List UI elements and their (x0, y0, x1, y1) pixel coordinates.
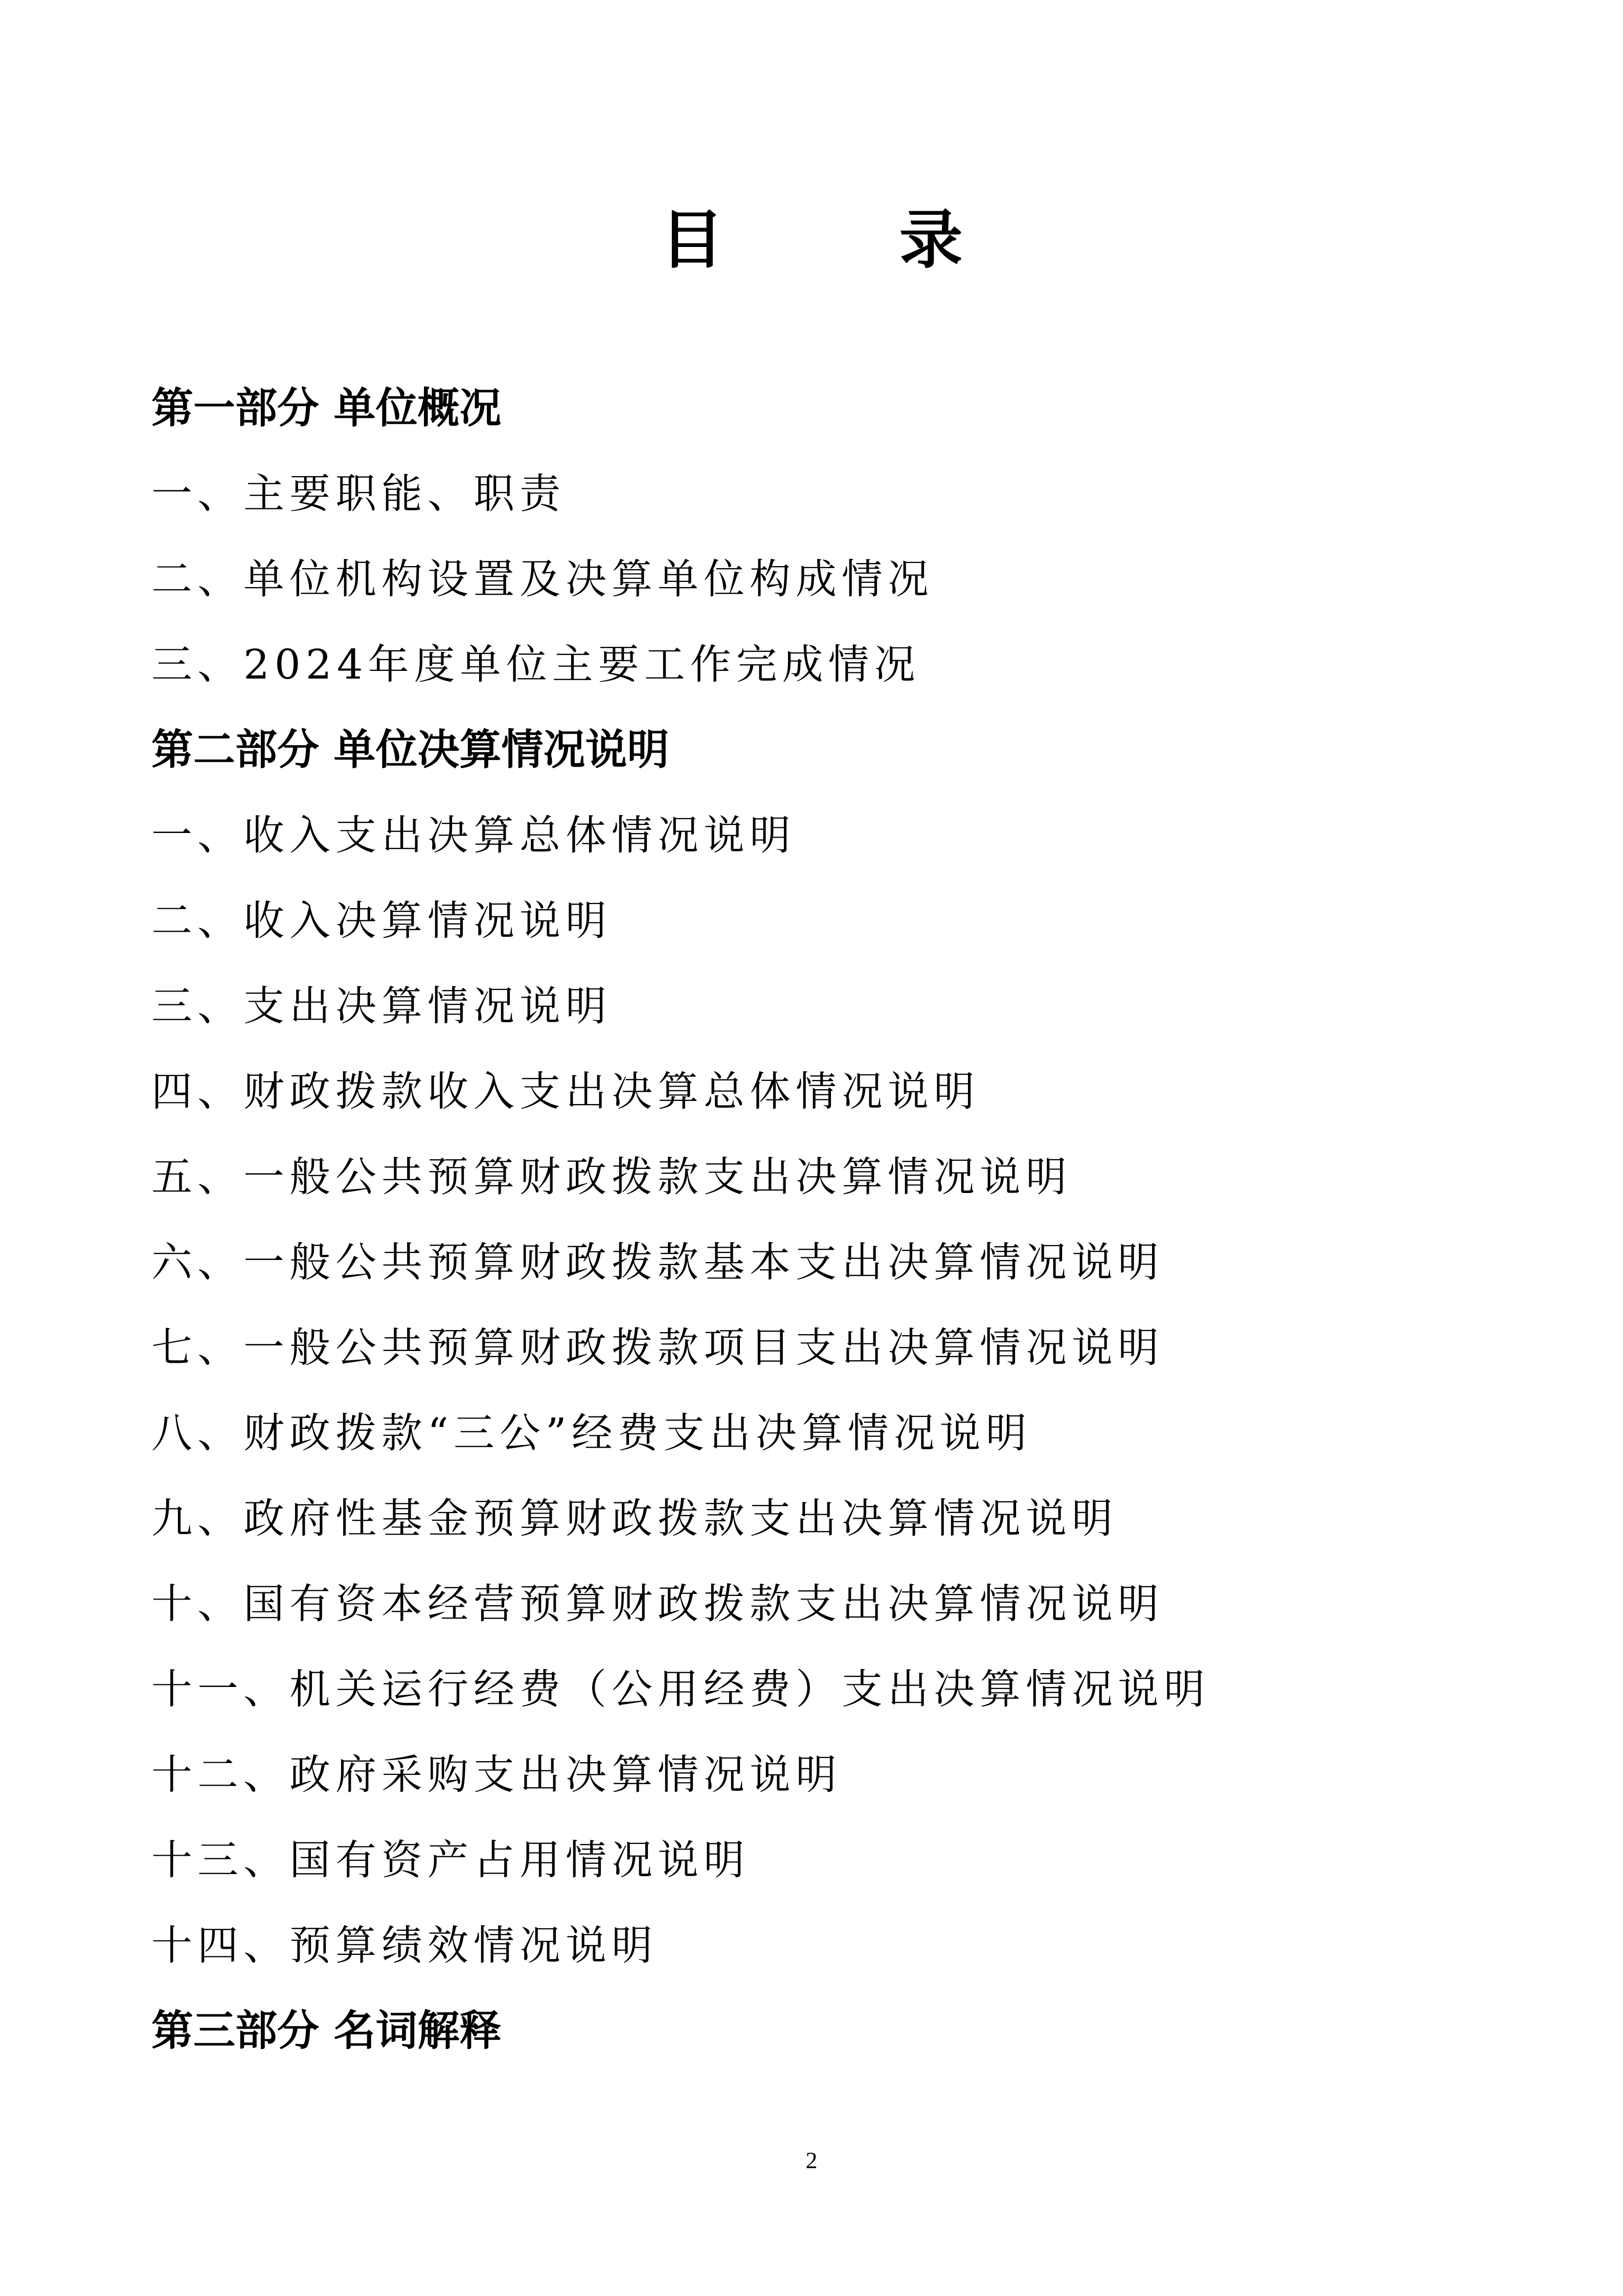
toc-item: 十二、政府采购支出决算情况说明 (151, 1751, 842, 1798)
toc-item: 二、收入决算情况说明 (151, 897, 612, 944)
toc-item: 十、国有资本经营预算财政拨款支出决算情况说明 (151, 1580, 1164, 1628)
toc-item: 五、一般公共预算财政拨款支出决算情况说明 (151, 1153, 1072, 1201)
toc-item: 三、支出决算情况说明 (151, 982, 612, 1030)
toc-item: 三、2024年度单位主要工作完成情况 (151, 641, 920, 688)
page-title: 目 录 (660, 204, 1040, 277)
toc-part-heading: 第三部分 名词解释 (151, 2007, 502, 2055)
toc-item: 一、收入支出决算总体情况说明 (151, 812, 796, 859)
toc-item: 一、主要职能、职责 (151, 470, 566, 517)
toc-part-heading: 第二部分 单位决算情况说明 (151, 726, 669, 774)
toc-item: 六、一般公共预算财政拨款基本支出决算情况说明 (151, 1239, 1164, 1286)
toc-item: 九、政府性基金预算财政拨款支出决算情况说明 (151, 1495, 1118, 1542)
toc-item: 十一、机关运行经费（公用经费）支出决算情况说明 (151, 1665, 1210, 1713)
toc-item: 十三、国有资产占用情况说明 (151, 1836, 750, 1884)
toc-item: 二、单位机构设置及决算单位构成情况 (151, 555, 934, 603)
toc-part-heading: 第一部分 单位概况 (151, 384, 502, 433)
table-of-contents (151, 366, 1481, 2074)
toc-item: 十四、预算绩效情况说明 (151, 1922, 658, 1969)
toc-item: 八、财政拨款“三公”经费支出决算情况说明 (151, 1409, 1032, 1457)
page-number: 2 (805, 2147, 818, 2173)
toc-item: 七、一般公共预算财政拨款项目支出决算情况说明 (151, 1324, 1164, 1371)
toc-item: 四、财政拨款收入支出决算总体情况说明 (151, 1068, 980, 1115)
